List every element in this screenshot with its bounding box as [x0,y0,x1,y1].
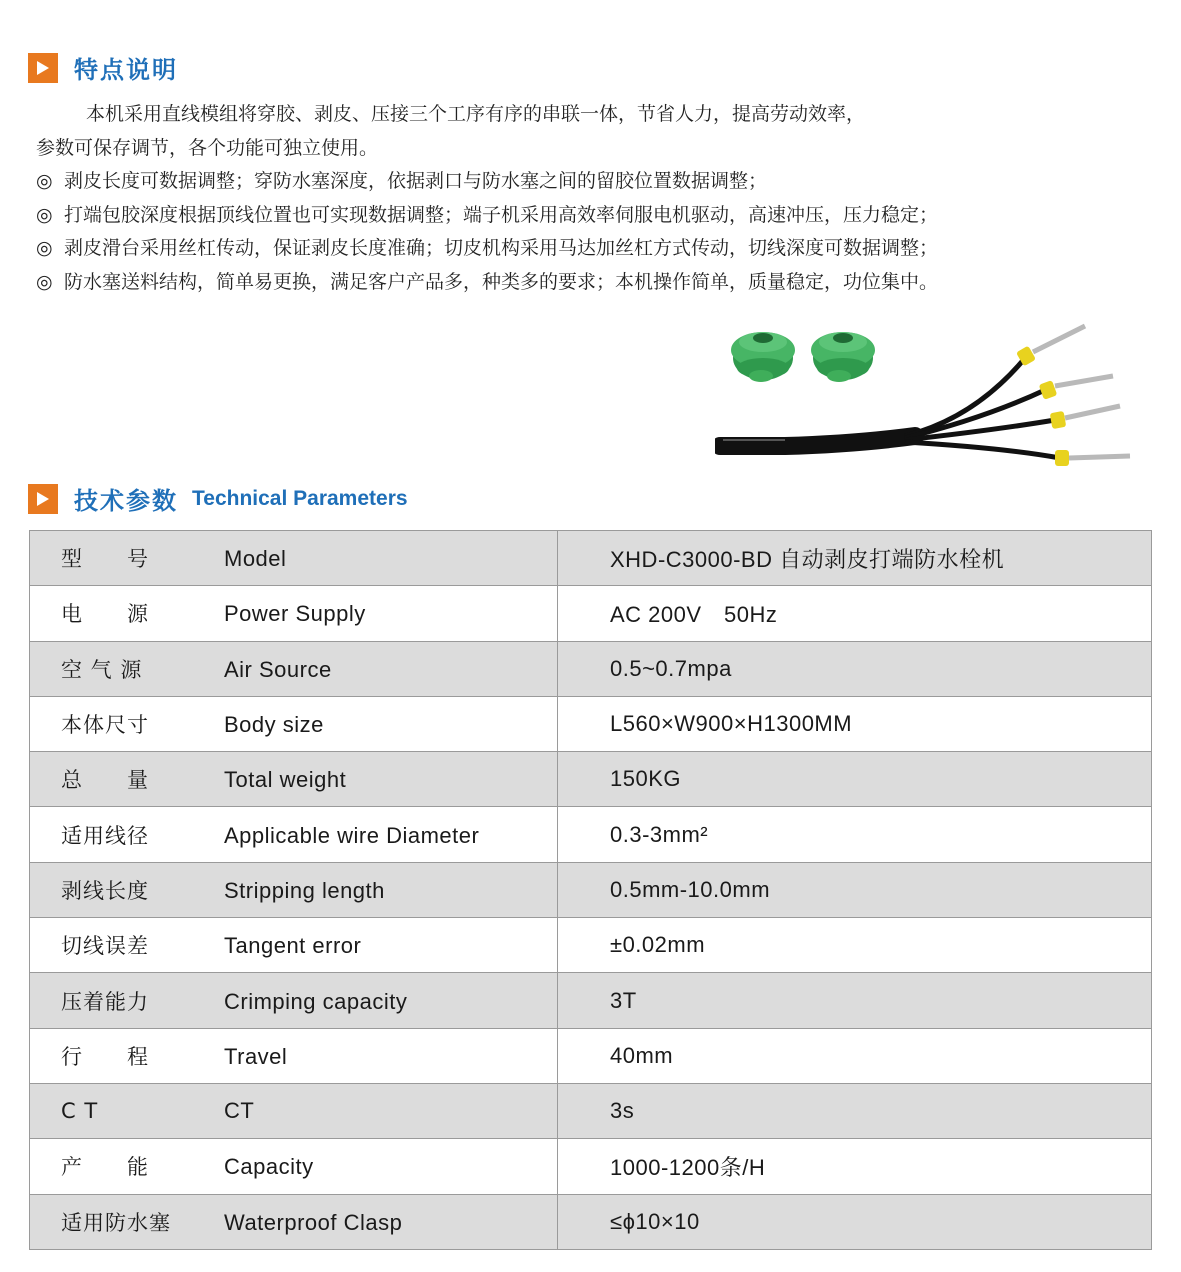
param-name-en: Capacity [224,1154,314,1180]
params-header [28,481,408,516]
waterproof-seal-icon [731,332,795,382]
param-name-en: CT [224,1098,255,1124]
param-name-en: Total weight [224,767,347,793]
param-name-zh: 行 程 [61,1044,149,1069]
param-name-zh: 剥线长度 [61,878,149,903]
feature-bullet [36,232,1156,266]
param-value: 0.5~0.7mpa [558,641,1152,696]
param-label-cell [30,1083,558,1138]
param-name-zh: 总 量 [61,768,149,793]
table-row [30,807,1152,862]
bullet-mark: ◎ [36,270,53,293]
param-label-cell [30,1139,558,1194]
table-row [30,1083,1152,1138]
param-name-zh: 型 号 [61,547,149,572]
param-label-cell [30,973,558,1028]
param-label-cell [30,752,558,807]
param-value: 1000-1200条/H [558,1139,1152,1194]
param-name-zh: 适用防水塞 [61,1210,171,1235]
features-text [36,98,1156,299]
param-value: 3s [558,1083,1152,1138]
param-name-zh: C T [61,1099,99,1124]
params-title: 技术参数 [74,487,178,515]
play-arrow-icon [28,484,58,514]
bullet-mark: ◎ [36,203,53,226]
table-row [30,1194,1152,1249]
param-name-en: Model [224,546,287,572]
table-row [30,586,1152,641]
param-name-zh: 适用线径 [61,823,149,848]
param-value: XHD-C3000-BD 自动剥皮打端防水栓机 [558,531,1152,586]
table-row [30,752,1152,807]
param-name-en: Power Supply [224,601,366,627]
intro-line-2: 参数可保存调节，各个功能可独立使用。 [36,136,379,159]
table-row [30,862,1152,917]
table-row [30,1139,1152,1194]
bullet-mark: ◎ [36,237,53,259]
bullet-text: 防水塞送料结构，简单易更换，满足客户产品多，种类多的要求；本机操作简单，质量稳定，功位集中。 [64,270,939,293]
table-row [30,531,1152,586]
param-label-cell [30,862,558,917]
param-name-zh: 电 源 [61,602,149,627]
param-name-en: Waterproof Clasp [224,1209,403,1235]
param-name-zh: 产 能 [61,1155,149,1180]
play-arrow-icon [28,53,58,83]
param-name-en: Stripping length [224,877,385,903]
param-label-cell [30,586,558,641]
feature-bullet [36,266,1156,300]
params-table [29,530,1152,1250]
param-label-cell [30,1194,558,1249]
param-label-cell [30,641,558,696]
param-name-en: Applicable wire Diameter [224,822,480,848]
bullet-text: 剥皮滑台采用丝杠传动，保证剥皮长度准确；切皮机构采用马达加丝杠方式传动，切线深度可数据调整； [64,237,939,259]
param-label-cell [30,531,558,586]
param-label-cell [30,696,558,751]
param-name-zh: 空 气 源 [61,657,143,682]
param-label-cell [30,918,558,973]
table-row [30,918,1152,973]
param-value: ≤ϕ10×10 [558,1194,1152,1249]
feature-bullet [36,199,1156,233]
param-value: 3T [558,973,1152,1028]
param-value: 40mm [558,1028,1152,1083]
param-value: AC 200V 50Hz [558,586,1152,641]
param-name-en: Travel [224,1043,288,1069]
param-name-en: Body size [224,712,324,738]
intro-line-1: 本机采用直线模组将穿胶、剥皮、压接三个工序有序的串联一体，节省人力，提高劳动效率， [86,103,866,125]
param-value: L560×W900×H1300MM [558,696,1152,751]
param-name-zh: 压着能力 [61,989,149,1014]
param-value: 0.3-3mm² [558,807,1152,862]
table-row [30,973,1152,1028]
waterproof-seal-icon [811,332,875,382]
param-name-en: Tangent error [224,933,362,959]
params-title-en: Technical Parameters [192,486,408,510]
table-row [30,696,1152,751]
param-name-en: Crimping capacity [224,988,408,1014]
features-title: 特点说明 [74,56,178,84]
param-name-zh: 本体尺寸 [61,713,149,738]
product-photo [715,318,1145,468]
bullet-text: 剥皮长度可数据调整；穿防水塞深度，依据剥口与防水塞之间的留胶位置数据调整； [64,170,768,192]
feature-bullet [36,165,1156,199]
param-value: 150KG [558,752,1152,807]
table-row [30,641,1152,696]
param-name-en: Air Source [224,656,332,682]
param-label-cell [30,807,558,862]
param-label-cell [30,1028,558,1083]
param-value: ±0.02mm [558,918,1152,973]
features-header [28,50,178,85]
bullet-mark: ◎ [36,170,53,192]
bullet-text: 打端包胶深度根据顶线位置也可实现数据调整；端子机采用高效率伺服电机驱动，高速冲压，压力稳定； [64,203,939,226]
param-name-zh: 切线误差 [61,934,149,959]
table-row [30,1028,1152,1083]
param-value: 0.5mm-10.0mm [558,862,1152,917]
